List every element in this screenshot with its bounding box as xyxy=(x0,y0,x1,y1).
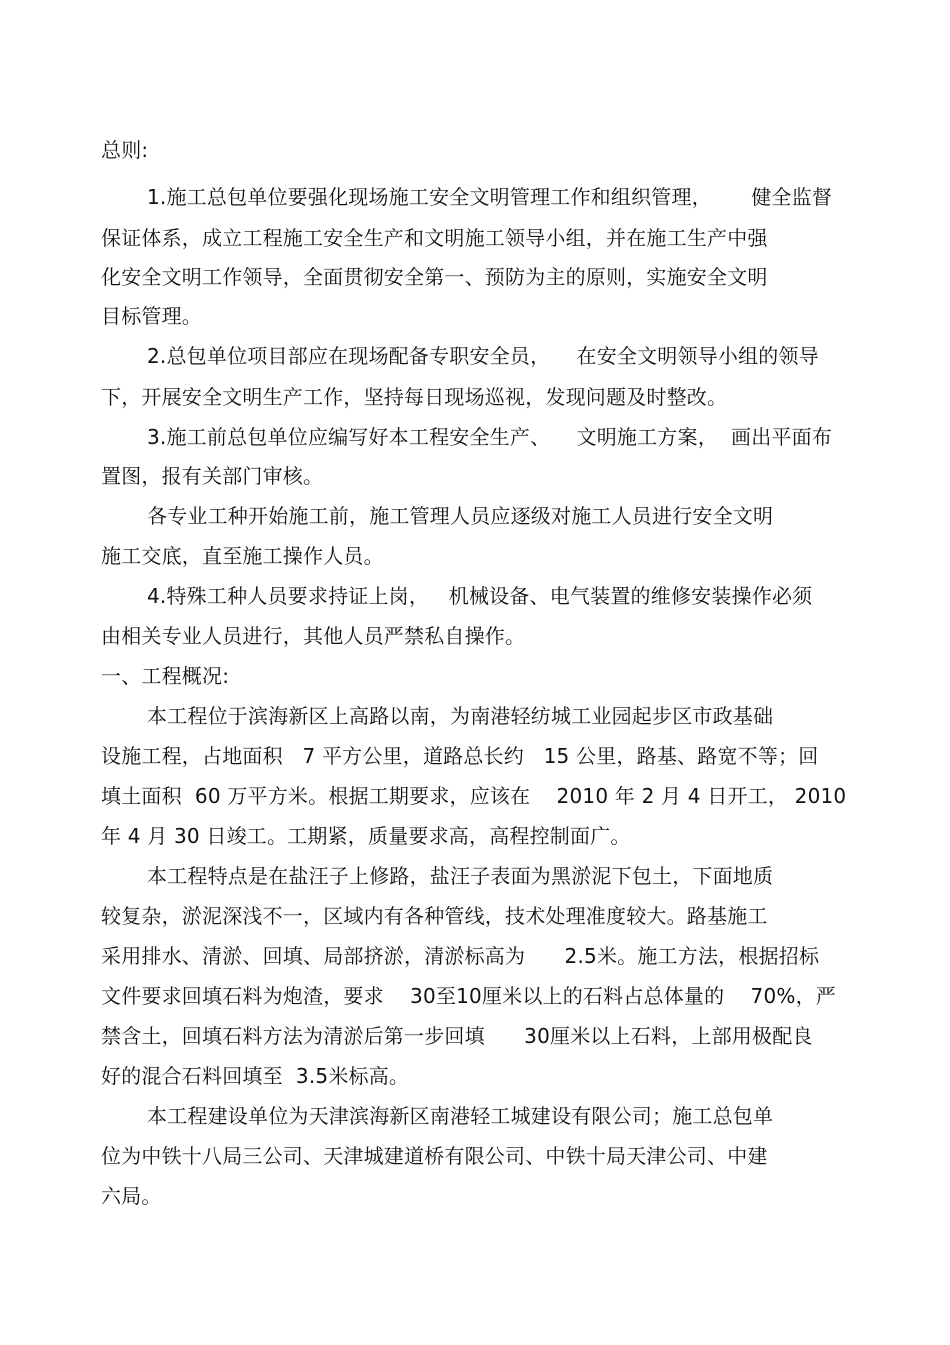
paragraph-line: 位为中铁十八局三公司、天津城建道桥有限公司、中铁十局天津公司、中建 xyxy=(101,1144,768,1168)
paragraph-line: 较复杂，淤泥深浅不一，区域内有各种管线，技术处理准度较大。路基施工 xyxy=(101,904,768,928)
paragraph-line: 填土面积 60 万平方米。根据工期要求，应该在 2010 年 2 月 4 日开工， 2010 xyxy=(101,784,847,808)
paragraph-line: 目标管理。 xyxy=(101,304,202,328)
paragraph-line: 采用排水、清淤、回填、局部挤淤，清淤标高为 2.5米。施工方法，根据招标 xyxy=(101,944,820,968)
heading-general: 总则: xyxy=(101,138,149,162)
paragraph-line: 六局。 xyxy=(101,1184,162,1208)
paragraph-line: 禁含土，回填石料方法为清淤后第一步回填 30厘米以上石料，上部用极配良 xyxy=(101,1024,813,1048)
paragraph-line: 置图，报有关部门审核。 xyxy=(101,464,324,488)
paragraph-line: 保证体系，成立工程施工安全生产和文明施工领导小组，并在施工生产中强 xyxy=(101,226,768,250)
paragraph-line: 由相关专业人员进行，其他人员严禁私自操作。 xyxy=(101,624,526,648)
paragraph-line: 化安全文明工作领导，全面贯彻安全第一、预防为主的原则，实施安全文明 xyxy=(101,265,768,289)
paragraph-line: 4.特殊工种人员要求持证上岗， 机械设备、电气装置的维修安装操作必须 xyxy=(147,584,813,608)
paragraph-line: 设施工程，占地面积 7 平方公里，道路总长约 15 公里，路基、路宽不等；回 xyxy=(101,744,819,768)
paragraph-line: 3.施工前总包单位应编写好本工程安全生产、 文明施工方案， 画出平面布 xyxy=(147,425,833,449)
paragraph-line: 施工交底，直至施工操作人员。 xyxy=(101,544,384,568)
paragraph-line: 本工程特点是在盐汪子上修路，盐汪子表面为黑淤泥下包土，下面地质 xyxy=(147,864,774,888)
paragraph-line: 1.施工总包单位要强化现场施工安全文明管理工作和组织管理， 健全监督 xyxy=(147,185,833,209)
paragraph-line: 本工程位于滨海新区上高路以南，为南港轻纺城工业园起步区市政基础 xyxy=(147,704,774,728)
paragraph-line: 好的混合石料回填至 3.5米标高。 xyxy=(101,1064,410,1088)
paragraph-line: 各专业工种开始施工前，施工管理人员应逐级对施工人员进行安全文明 xyxy=(147,504,774,528)
paragraph-line: 本工程建设单位为天津滨海新区南港轻工城建设有限公司；施工总包单 xyxy=(147,1104,774,1128)
paragraph-line: 下，开展安全文明生产工作，坚持每日现场巡视，发现问题及时整改。 xyxy=(101,385,728,409)
paragraph-line: 文件要求回填石料为炮渣，要求 30至10厘米以上的石料占总体量的 70%，严 xyxy=(101,984,837,1008)
section-heading-project-overview: 一、工程概况: xyxy=(101,664,230,688)
paragraph-line: 年 4 月 30 日竣工。工期紧，质量要求高，高程控制面广。 xyxy=(101,824,631,848)
paragraph-line: 2.总包单位项目部应在现场配备专职安全员， 在安全文明领导小组的领导 xyxy=(147,344,819,368)
